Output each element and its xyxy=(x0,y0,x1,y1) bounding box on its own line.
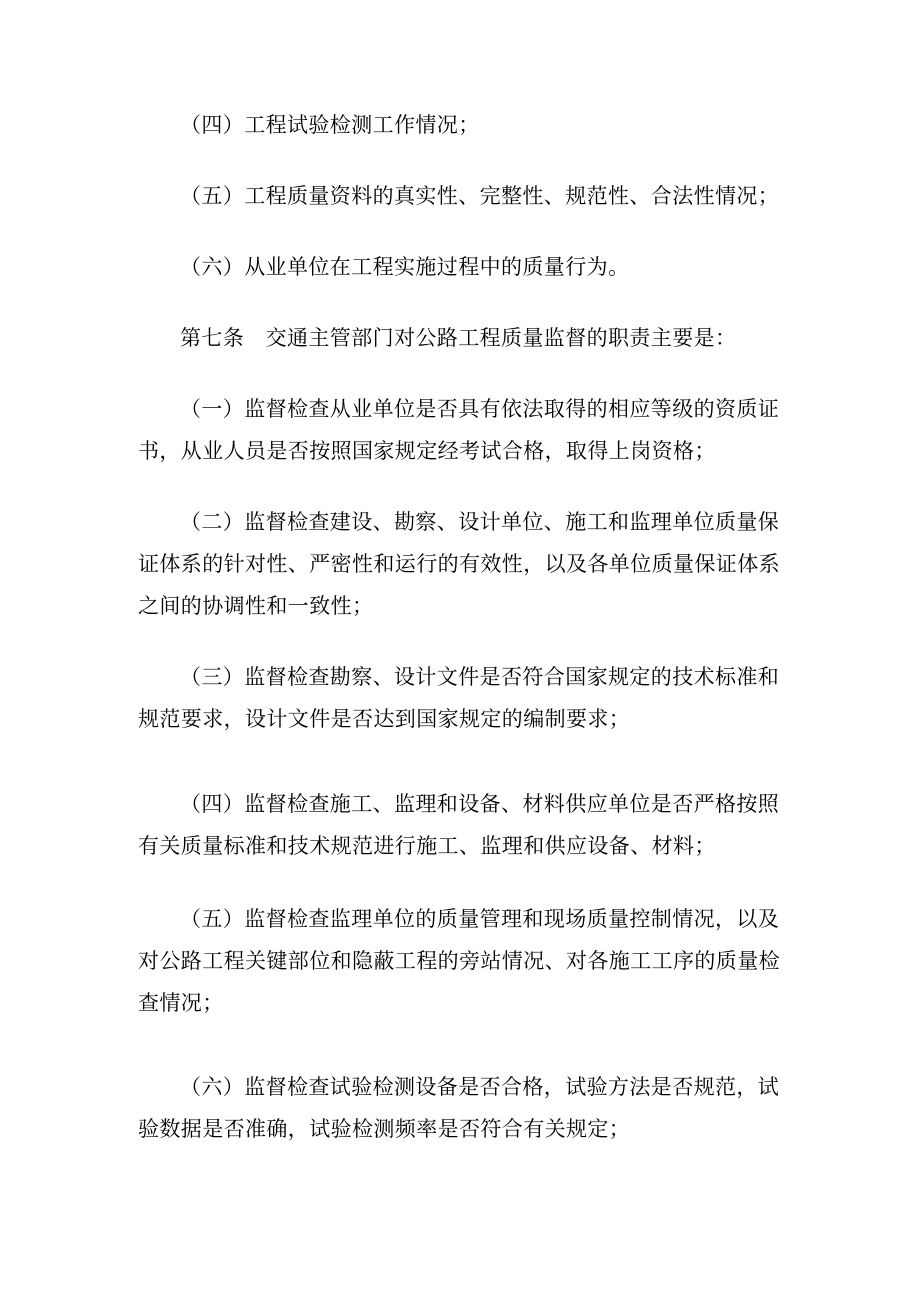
paragraph-duty-2: （二）监督检查建设、勘察、设计单位、施工和监理单位质量保证体系的针对性、严密性和运行的有效性，以及各单位质量保证体系之间的协调性和一致性； xyxy=(138,510,780,618)
paragraph-duty-3: （三）监督检查勘察、设计文件是否符合国家规定的技术标准和规范要求，设计文件是否达到国家规定的编制要求； xyxy=(138,665,780,731)
paragraph-duty-6: （六）监督检查试验检测设备是否合格，试验方法是否规范，试验数据是否准确，试验检测频率是否符合有关规定； xyxy=(138,1075,780,1141)
paragraph-item-4-testing: （四）工程试验检测工作情况； xyxy=(180,113,480,137)
paragraph-item-6-quality-behavior: （六）从业单位在工程实施过程中的质量行为。 xyxy=(180,255,630,279)
paragraph-duty-1: （一）监督检查从业单位是否具有依法取得的相应等级的资质证书，从业人员是否按照国家规定经考试合格，取得上岗资格； xyxy=(138,397,780,463)
paragraph-duty-4: （四）监督检查施工、监理和设备、材料供应单位是否严格按照有关质量标准和技术规范进行施工、监理和供应设备、材料； xyxy=(138,792,780,858)
paragraph-item-5-quality-records: （五）工程质量资料的真实性、完整性、规范性、合法性情况； xyxy=(180,184,780,208)
article-7-heading: 第七条 交通主管部门对公路工程质量监督的职责主要是： xyxy=(180,326,737,350)
paragraph-duty-5: （五）监督检查监理单位的质量管理和现场质量控制情况，以及对公路工程关键部位和隐蔽工程的旁站情况、对各施工工序的质量检查情况； xyxy=(138,907,780,1015)
